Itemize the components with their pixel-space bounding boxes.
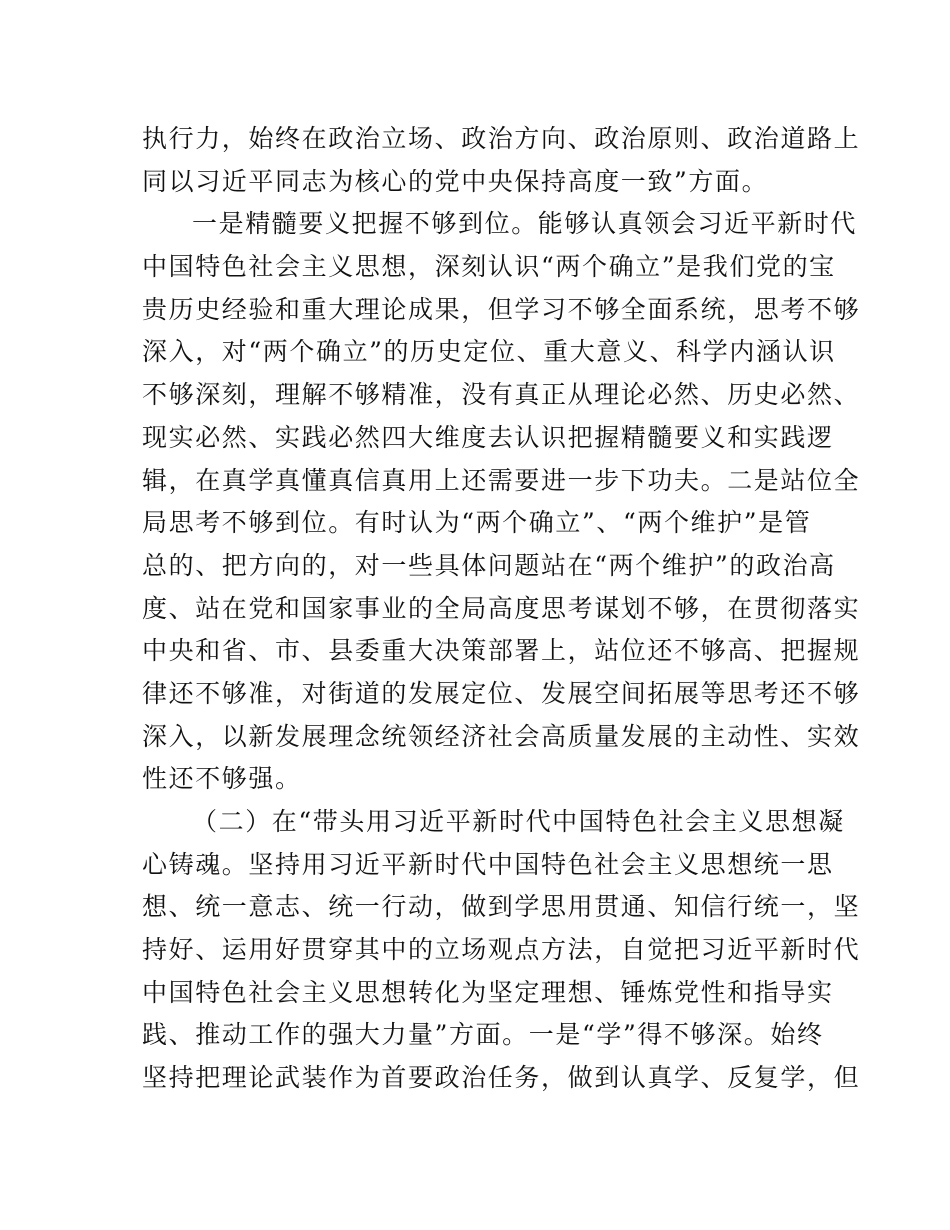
text-line-6: 深入，对“两个确立”的历史定位、重大意义、科学内涵认识 [142, 337, 836, 367]
text-line-18: 心铸魂。坚持用习近平新时代中国特色社会主义思想统一思 [142, 849, 834, 879]
text-line-11: 总的、把方向的，对一些具体问题站在“两个维护”的政治高 [142, 550, 836, 580]
text-line-2: 同以习近平同志为核心的党中央保持高度一致”方面。 [142, 166, 769, 196]
text-line-9: 辑，在真学真懂真信真用上还需要进一步下功夫。二是站位全 [142, 465, 861, 495]
text-line-7: 不够深刻，理解不够精准，没有真正从理论必然、历史必然、 [142, 380, 861, 410]
text-line-5: 贵历史经验和重大理论成果，但学习不够全面系统，思考不够 [142, 294, 861, 324]
text-line-13: 中央和省、市、县委重大决策部署上，站位还不够高、把握规 [142, 636, 861, 666]
text-line-19: 想、统一意志、统一行动，做到学思用贯通、知信行统一，坚 [142, 892, 861, 922]
text-line-15: 深入，以新发展理念统领经济社会高质量发展的主动性、实效 [142, 721, 861, 751]
text-line-3-paragraph-start: 一是精髓要义把握不够到位。能够认真领会习近平新时代 [192, 209, 858, 239]
text-line-12: 度、站在党和国家事业的全局高度思考谋划不够，在贯彻落实 [142, 593, 861, 623]
text-line-20: 持好、运用好贯穿其中的立场观点方法，自觉把习近平新时代 [142, 935, 861, 965]
body-text [142, 118, 861, 1100]
text-line-17-section-heading: （二）在“带头用习近平新时代中国特色社会主义思想凝 [192, 807, 845, 836]
text-line-21: 中国特色社会主义思想转化为坚定理想、锤炼党性和指导实 [142, 977, 834, 1007]
text-line-22: 践、推动工作的强大力量”方面。一是“学”得不够深。始终 [142, 1020, 824, 1050]
text-line-16: 性还不够强。 [142, 764, 302, 794]
text-line-23: 坚持把理论武装作为首要政治任务，做到认真学、反复学，但 [142, 1063, 861, 1093]
text-line-4: 中国特色社会主义思想，深刻认识“两个确立”是我们党的宝 [142, 252, 836, 282]
text-line-8: 现实必然、实践必然四大维度去认识把握精髓要义和实践逻 [142, 422, 834, 452]
text-line-1: 执行力，始终在政治立场、政治方向、政治原则、政治道路上 [142, 124, 861, 153]
text-line-10: 局思考不够到位。有时认为“两个确立”、“两个维护”是管 [142, 508, 812, 538]
text-line-14: 律还不够准，对街道的发展定位、发展空间拓展等思考还不够 [142, 678, 861, 708]
